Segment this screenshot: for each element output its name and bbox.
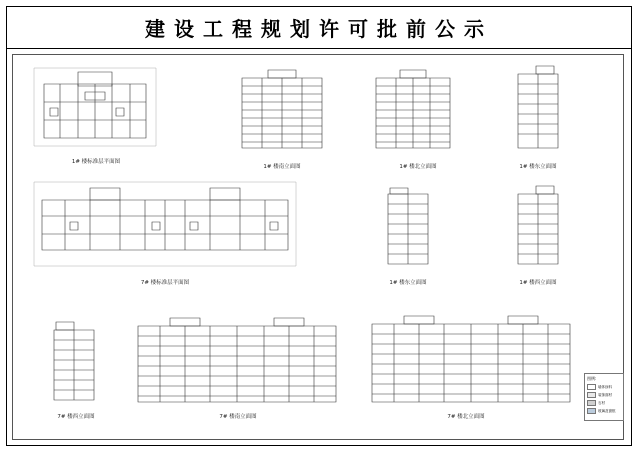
legend-title: 图例: xyxy=(587,376,597,381)
elevation-drawing-6 xyxy=(376,184,440,270)
elevation-drawing-3 xyxy=(368,66,458,154)
elevation-drawing-8 xyxy=(42,318,106,406)
page-title: 建设工程规划许可批前公示 xyxy=(145,17,493,41)
caption-elevation-3: 1# 楼北立面图 xyxy=(399,164,437,170)
legend-swatch xyxy=(587,392,596,398)
legend-item xyxy=(587,392,621,398)
legend-swatch xyxy=(587,408,596,414)
elevation-drawing-4 xyxy=(506,62,570,154)
elevation-drawing-2 xyxy=(232,66,332,154)
caption-elevation-4: 1# 楼东立面图 xyxy=(519,164,557,170)
caption-elevation-6: 1# 楼东立面图 xyxy=(389,280,427,286)
legend-item xyxy=(587,384,621,390)
legend-label: 玻璃及窗框 xyxy=(598,408,616,413)
title-bar xyxy=(7,7,631,49)
legend-item xyxy=(587,400,621,406)
elevation-drawing-7 xyxy=(506,182,570,270)
caption-elevation-8: 7# 楼西立面图 xyxy=(57,414,95,420)
caption-plan-1: 1# 楼标准层平面图 xyxy=(71,159,121,165)
elevation-drawing-10 xyxy=(364,310,578,408)
legend-swatch xyxy=(587,384,596,390)
legend-swatch xyxy=(587,400,596,406)
elevation-drawing-9 xyxy=(130,312,344,408)
legend-item xyxy=(587,408,621,414)
legend-label: 石材 xyxy=(598,400,605,405)
caption-elevation-10: 7# 楼北立面图 xyxy=(447,414,485,420)
caption-elevation-2: 1# 楼南立面图 xyxy=(263,164,301,170)
legend-box xyxy=(584,373,624,421)
caption-elevation-7: 1# 楼西立面图 xyxy=(519,280,557,286)
plan-drawing-5 xyxy=(30,176,300,274)
legend-label: 装饰面材 xyxy=(598,392,612,397)
caption-plan-5: 7# 楼标准层平面图 xyxy=(140,280,190,286)
caption-elevation-9: 7# 楼南立面图 xyxy=(219,414,257,420)
legend-label: 墙体涂料 xyxy=(598,384,612,389)
plan-drawing-1 xyxy=(30,62,160,152)
